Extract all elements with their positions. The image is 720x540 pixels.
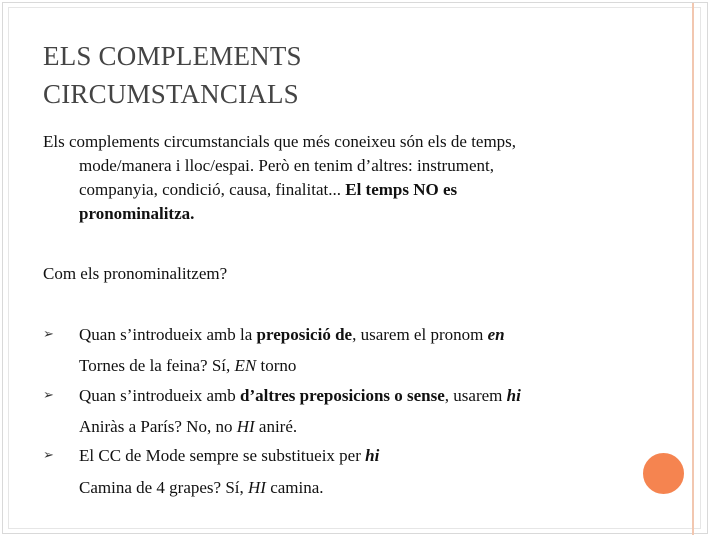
intro-line-3-bold: El temps NO es bbox=[345, 180, 458, 199]
slide-title-line-2: CIRCUMSTANCIALS bbox=[43, 79, 299, 109]
bullet-2-bold: d’altres preposicions o sense bbox=[240, 386, 445, 405]
intro-line-2: mode/manera i lloc/espai. Però en tenim d’altres: instrument, bbox=[79, 156, 494, 175]
intro-line-4 bbox=[43, 202, 643, 226]
bullet-2-pronoun: hi bbox=[506, 386, 521, 405]
bullet-1-example bbox=[79, 354, 296, 378]
bullet-item-1-text bbox=[79, 323, 505, 347]
bullet-2-example-pre: Aniràs a París? No, no bbox=[79, 417, 237, 436]
bullet-2-example-post: aniré. bbox=[254, 417, 298, 436]
bullet-3-example-it: HI bbox=[248, 478, 266, 497]
bullet-3-pronoun: hi bbox=[365, 446, 380, 465]
intro-line-1: Els complements circumstancials que més coneixeu són els de temps, bbox=[43, 132, 517, 151]
arrow-bullet-icon: ➢ bbox=[43, 327, 54, 342]
bullet-1-bold: preposició de bbox=[256, 325, 353, 344]
bullet-item-3-text bbox=[79, 444, 379, 468]
accent-circle bbox=[640, 450, 687, 497]
bullet-2-mid: , usarem bbox=[444, 386, 507, 405]
bullet-3-example-post: camina. bbox=[265, 478, 324, 497]
accent-side-line bbox=[692, 3, 694, 535]
bullet-1-example-it: EN bbox=[234, 356, 257, 375]
question-heading: Com els pronominalitzem? bbox=[43, 264, 228, 283]
bullet-1-mid: , usarem el pronom bbox=[352, 325, 488, 344]
arrow-bullet-icon: ➢ bbox=[43, 388, 54, 403]
bullet-1-pre: Quan s’introdueix amb la bbox=[79, 325, 257, 344]
bullet-3-example bbox=[79, 476, 324, 500]
slide-title bbox=[43, 37, 663, 113]
intro-paragraph bbox=[43, 130, 643, 226]
bullet-1-pronoun: en bbox=[487, 325, 505, 344]
bullet-2-example-it: HI bbox=[236, 417, 255, 436]
bullet-2-example bbox=[79, 415, 297, 439]
bullet-3-pre: El CC de Mode sempre se substitueix per bbox=[79, 446, 366, 465]
intro-line-3-text: companyia, condició, causa, finalitat... bbox=[79, 180, 346, 199]
intro-line-3 bbox=[43, 178, 643, 202]
arrow-bullet-icon: ➢ bbox=[43, 448, 54, 463]
bullet-item-2-text bbox=[79, 384, 521, 408]
bullet-2-pre: Quan s’introdueix amb bbox=[79, 386, 240, 405]
slide-title-line-1: ELS COMPLEMENTS bbox=[43, 41, 302, 71]
bullet-1-example-pre: Tornes de la feina? Sí, bbox=[79, 356, 235, 375]
bullet-1-example-post: torno bbox=[256, 356, 297, 375]
intro-line-4-bold: pronominalitza. bbox=[79, 204, 195, 223]
bullet-3-example-pre: Camina de 4 grapes? Sí, bbox=[79, 478, 249, 497]
